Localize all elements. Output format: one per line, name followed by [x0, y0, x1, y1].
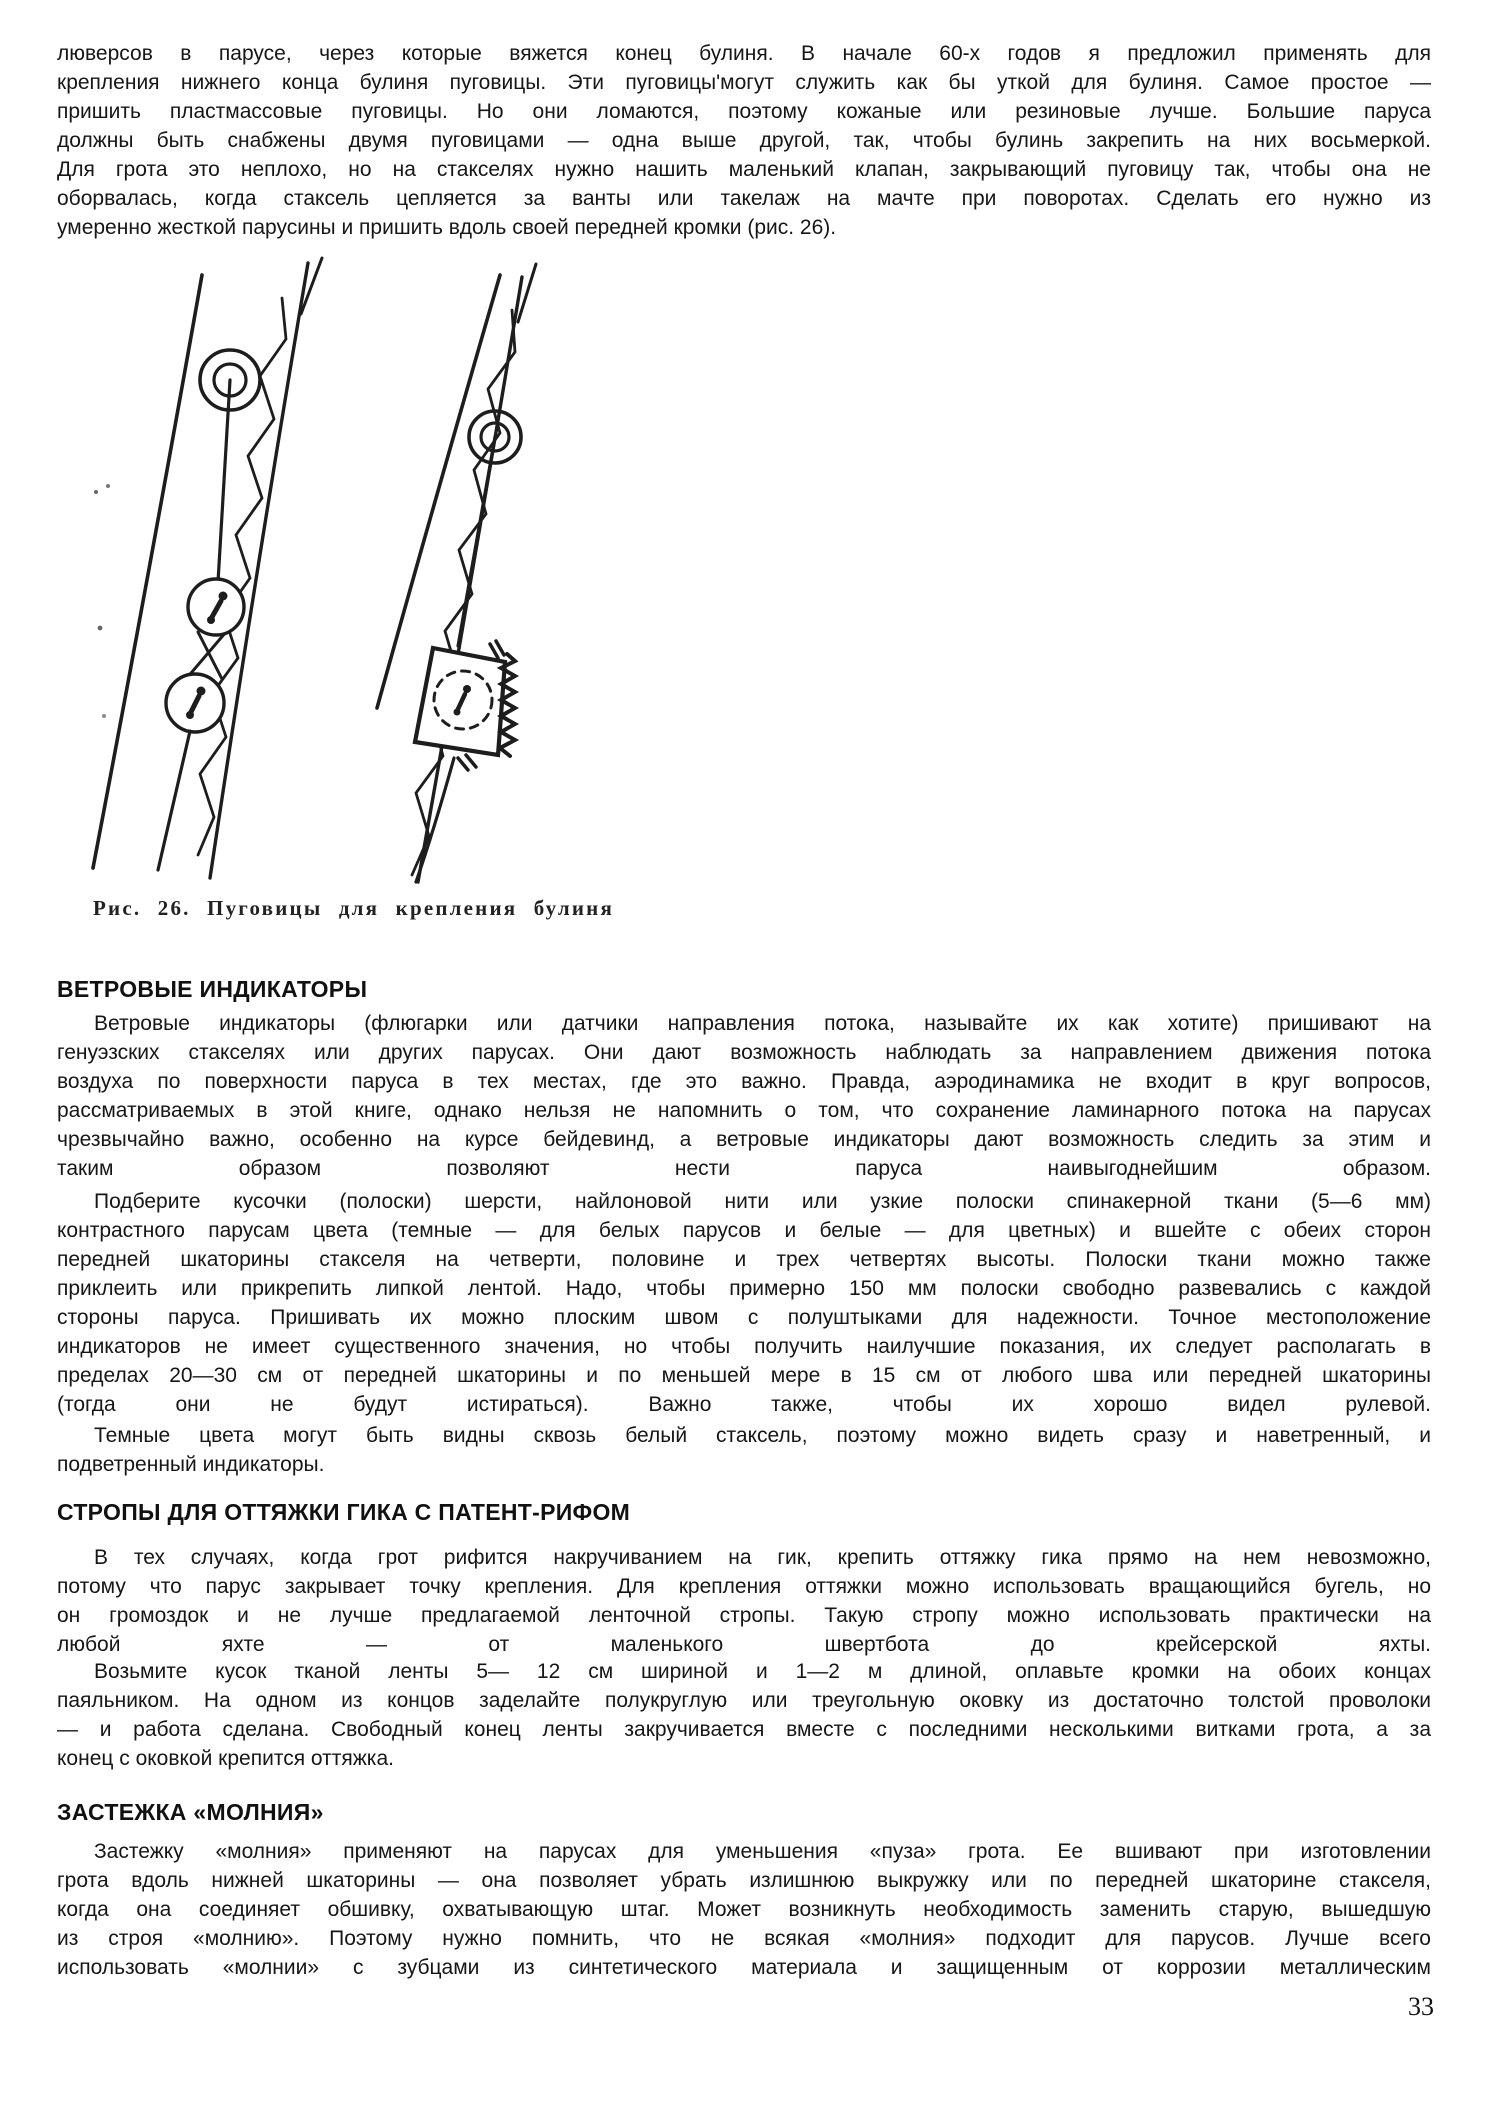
text-line: воздуха по поверхности паруса в тех местах, где это важно. Правда, аэродинамика не входит в круг вопросов,	[57, 1070, 1431, 1093]
text-line: — и работа сделана. Свободный конец ленты закручивается вместе с последними несколькими витками грота, а за	[57, 1718, 1431, 1741]
text-line: должны быть снабжены двумя пуговицами — одна выше другой, так, чтобы булинь закрепить на них восьмеркой.	[57, 129, 1431, 152]
section-heading-zipper: ЗАСТЕЖКА «МОЛНИЯ»	[57, 1799, 324, 1825]
right-sail-diagram	[377, 264, 536, 882]
left-sail-diagram	[93, 258, 322, 878]
text-line: любой яхте — от маленького швертбота до крейсерской яхты.	[57, 1633, 1431, 1656]
paragraph	[57, 1187, 1431, 1419]
text-line: грота вдоль нижней шкаторины — она позволяет убрать излишнюю выкружку или по передней шкаторине стакселя,	[57, 1869, 1431, 1892]
text-line: чрезвычайно важно, особенно на курсе бейдевинд, а ветровые индикаторы дают возможность следить за этим и	[57, 1128, 1431, 1151]
text-line: (тогда они не будут истираться). Важно также, чтобы их хорошо видел рулевой.	[57, 1393, 1431, 1416]
text-line: Подберите кусочки (полоски) шерсти, найлоновой нити или узкие полоски спинакерной ткани (5—6 мм)	[94, 1190, 1431, 1213]
paragraph	[57, 1657, 1431, 1773]
text-line: Застежку «молния» применяют на парусах для уменьшения «пуза» грота. Ее вшивают при изготовлении	[94, 1840, 1431, 1863]
figure-caption: Рис. 26. Пуговицы для крепления булиня	[93, 896, 615, 920]
text-line: Ветровые индикаторы (флюгарки или датчики направления потока, называйте их как хотите) пришивают на	[94, 1012, 1431, 1035]
paragraph-intro	[57, 39, 1431, 242]
text-line: потому что парус закрывает точку крепления. Для крепления оттяжки можно использовать вращающийся бугель, но	[57, 1575, 1431, 1598]
text-line: оборвалась, когда стаксель цепляется за ванты или такелаж на мачте при поворотах. Сделать его нужно из	[57, 187, 1431, 210]
text-line: пришить пластмассовые пуговицы. Но они ломаются, поэтому кожаные или резиновые лучше. Большие паруса	[57, 100, 1431, 123]
text-line: крепления нижнего конца булиня пуговицы. Эти пуговицы'могут служить как бы уткой для булиня. Самое простое —	[57, 71, 1431, 94]
text-line: генуэзских стакселях или других парусах. Они дают возможность наблюдать за направлением движения потока	[57, 1041, 1431, 1064]
paragraph	[57, 1543, 1431, 1659]
figure-26-image	[60, 230, 580, 885]
paragraph	[57, 1009, 1431, 1183]
text-line: индикаторов не имеет существенного значения, но чтобы получить наилучшие показания, их следует располагать в	[57, 1335, 1431, 1358]
text-line: В тех случаях, когда грот рифится накручиванием на гик, крепить оттяжку гика прямо на нем невозможно,	[94, 1546, 1431, 1569]
paragraph	[57, 1421, 1431, 1479]
text-line: подветренный индикаторы.	[57, 1453, 325, 1476]
section-heading-wind-indicators: ВЕТРОВЫЕ ИНДИКАТОРЫ	[57, 976, 368, 1002]
text-line: Возьмите кусок тканой ленты 5— 12 см шириной и 1—2 м длиной, оплавьте кромки на обоих концах	[94, 1660, 1431, 1683]
text-line: Для грота это неплохо, но на стакселях нужно нашить маленький клапан, закрывающий пуговицу так, чтобы она не	[57, 158, 1431, 181]
section-heading-boom-strops: СТРОПЫ ДЛЯ ОТТЯЖКИ ГИКА С ПАТЕНТ-РИФОМ	[57, 1499, 631, 1525]
text-line: когда она соединяет обшивку, охватывающую штаг. Может возникнуть необходимость заменить старую, вышедшую	[57, 1898, 1431, 1921]
text-line: стороны паруса. Пришивать их можно плоским швом с полуштыками для надежности. Точное местоположение	[57, 1306, 1431, 1329]
text-line: паяльником. На одном из концов заделайте полукруглую или треугольную оковку из достаточно толстой проволоки	[57, 1689, 1431, 1712]
text-line: пределах 20—30 см от передней шкаторины и по меньшей мере в 15 см от любого шва или передней шкаторины	[57, 1364, 1431, 1387]
figure-26	[60, 230, 580, 885]
text-line: умеренно жесткой парусины и пришить вдоль своей передней кромки (рис. 26).	[57, 216, 837, 239]
page-number: 33	[1408, 1992, 1434, 2021]
text-line: таким образом позволяют нести паруса наивыгоднейшим образом.	[57, 1157, 1431, 1180]
text-line: приклеить или прикрепить липкой лентой. Надо, чтобы примерно 150 мм полоски свободно развевались с каждой	[57, 1277, 1431, 1300]
text-line: рассматриваемых в этой книге, однако нельзя не напомнить о том, что сохранение ламинарного потока на парусах	[57, 1099, 1431, 1122]
text-line: конец с оковкой крепится оттяжка.	[57, 1747, 394, 1770]
text-line: люверсов в парусе, через которые вяжется конец булиня. В начале 60-х годов я предложил применять для	[57, 42, 1431, 65]
text-line: Темные цвета могут быть видны сквозь белый стаксель, поэтому можно видеть сразу и наветренный, и	[94, 1424, 1431, 1447]
text-line: передней шкаторины стакселя на четверти, половине и трех четвертях высоты. Полоски ткани можно также	[57, 1248, 1431, 1271]
paragraph	[57, 1837, 1431, 1982]
text-line: из строя «молнию». Поэтому нужно помнить, что не всякая «молния» подходит для парусов. Лучше всего	[57, 1927, 1431, 1950]
text-line: использовать «молнии» с зубцами из синтетического материала и защищенным от коррозии металлическим	[57, 1956, 1431, 1979]
text-line: контрастного парусам цвета (темные — для белых парусов и белые — для цветных) и вшейте с обеих сторон	[57, 1219, 1431, 1242]
text-line: он громоздок и не лучше предлагаемой ленточной стропы. Такую стропу можно использовать практически на	[57, 1604, 1431, 1627]
